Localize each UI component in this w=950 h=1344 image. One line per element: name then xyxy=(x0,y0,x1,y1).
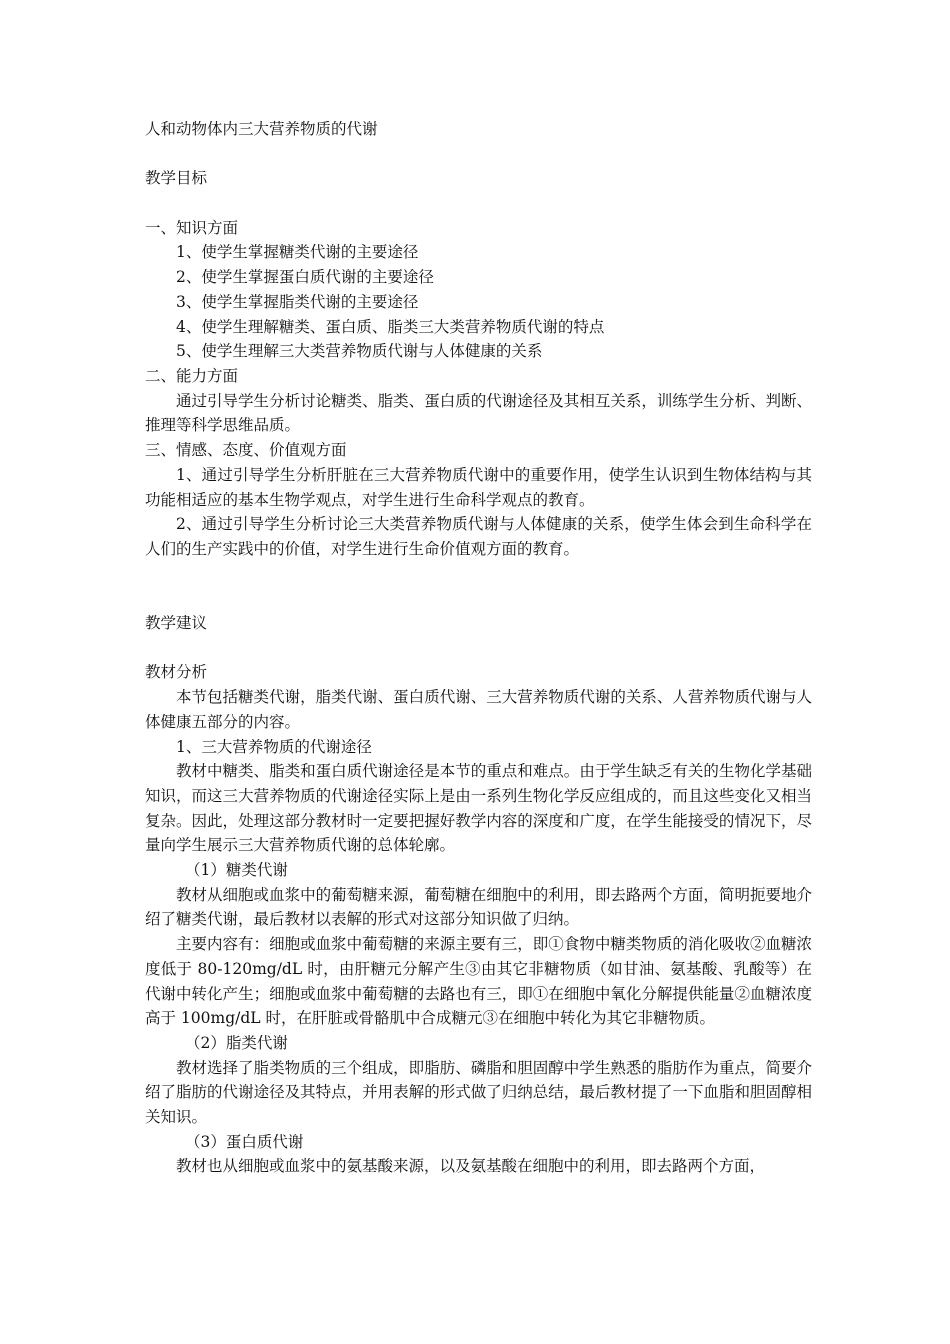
knowledge-heading: 一、知识方面 xyxy=(145,218,239,237)
pathway-subheading: 1、三大营养物质的代谢途径 xyxy=(176,737,372,756)
carb-paragraph-2: 主要内容有：细胞或血浆中葡萄糖的来源主要有三，即①食物中糖类物质的消化吸收②血糖浓度低于 80-120mg/dL 时，由肝糖元分解产生③由其它非糖物质（如甘油、氨基酸、乳酸等）在代谢中转化产生；细胞或血浆中葡萄糖的去路也有三，即①在细胞中氧化分解提供能量②血糖浓度高于 100mg/dL 时，在肝脏或骨骼肌中合成糖元③在细胞中转化为其它非糖物质。 xyxy=(145,935,812,1028)
suggestions-heading: 教学建议 xyxy=(145,614,208,633)
document-title: 人和动物体内三大营养物质的代谢 xyxy=(145,120,378,138)
carb-heading: （1）糖类代谢 xyxy=(185,861,288,880)
knowledge-item: 4、使学生理解糖类、蛋白质、脂类三大类营养物质代谢的特点 xyxy=(176,317,605,336)
emotion-paragraph-2: 2、通过引导学生分析讨论三大类营养物质代谢与人体健康的关系，使学生体会到生命科学在人们的生产实践中的价值，对学生进行生命价值观方面的教育。 xyxy=(145,515,812,558)
analysis-intro: 本节包括糖类代谢，脂类代谢、蛋白质代谢、三大营养物质代谢的关系、人营养物质代谢与人体健康五部分的内容。 xyxy=(145,688,812,731)
emotion-heading: 三、情感、态度、价值观方面 xyxy=(145,441,347,460)
objectives-heading: 教学目标 xyxy=(145,169,208,188)
emotion-paragraph-1: 1、通过引导学生分析肝脏在三大营养物质代谢中的重要作用，使学生认识到生物体结构与其功能相适应的基本生物学观点，对学生进行生命科学观点的教育。 xyxy=(145,465,812,509)
protein-heading: （3）蛋白质代谢 xyxy=(185,1132,304,1151)
protein-paragraph: 教材也从细胞或血浆中的氨基酸来源，以及氨基酸在细胞中的利用，即去路两个方面， xyxy=(176,1157,766,1176)
ability-heading: 二、能力方面 xyxy=(145,367,239,385)
analysis-heading: 教材分析 xyxy=(145,663,208,682)
knowledge-item: 5、使学生理解三大类营养物质代谢与人体健康的关系 xyxy=(176,342,543,361)
knowledge-item: 2、使学生掌握蛋白质代谢的主要途径 xyxy=(176,268,434,287)
carb-paragraph-1: 教材从细胞或血浆中的葡萄糖来源，葡萄糖在细胞中的利用，即去路两个方面，简明扼要地介绍了糖类代谢，最后教材以表解的形式对这部分知识做了归纳。 xyxy=(145,885,812,929)
knowledge-item: 3、使学生掌握脂类代谢的主要途径 xyxy=(176,292,419,311)
lipid-paragraph: 教材选择了脂类物质的三个组成，即脂肪、磷脂和胆固醇中学生熟悉的脂肪作为重点，简要介绍了脂肪的代谢途径及其特点，并用表解的形式做了归纳总结，最后教材提了一下血脂和胆固醇相关知识。 xyxy=(145,1058,812,1127)
ability-paragraph: 通过引导学生分析讨论糖类、脂类、蛋白质的代谢途径及其相互关系，训练学生分析、判断、推理等科学思维品质。 xyxy=(145,391,812,435)
lipid-heading: （2）脂类代谢 xyxy=(185,1033,288,1052)
pathway-paragraph: 教材中糖类、脂类和蛋白质代谢途径是本节的重点和难点。由于学生缺乏有关的生物化学基础知识，而这三大营养物质的代谢途径实际上是由一系列生物化学反应组成的，而且这些变化又相当复杂。因此，处理这部分教材时一定要把握好教学内容的深度和广度，在学生能接受的情况下，尽量向学生展示三大营养物质代谢的总体轮廓。 xyxy=(145,762,812,855)
document-body xyxy=(145,117,812,1179)
knowledge-item: 1、使学生掌握糖类代谢的主要途径 xyxy=(176,243,419,262)
